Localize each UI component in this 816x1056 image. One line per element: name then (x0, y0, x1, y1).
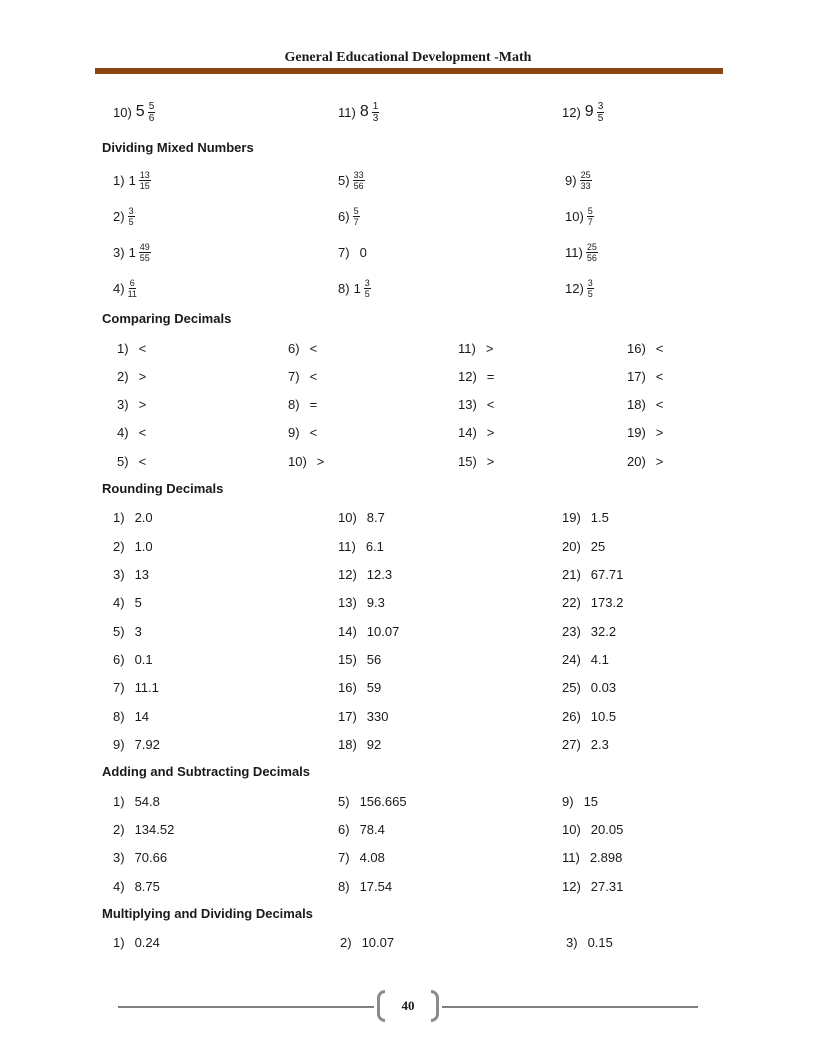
denominator: 5 (597, 112, 604, 124)
answer-item (627, 336, 663, 360)
answer-number: 6) (338, 821, 350, 837)
answer-item (338, 240, 367, 264)
answer-value: 4.08 (359, 849, 385, 865)
answer-item (458, 392, 494, 416)
answer-item (562, 817, 623, 841)
answer-value: > (485, 340, 494, 356)
answer-number: 1) (113, 793, 125, 809)
denominator: 11 (127, 288, 137, 299)
answer-item (338, 789, 407, 813)
answer-item (627, 449, 663, 473)
answer-value: 0.15 (587, 934, 613, 950)
answer-item (113, 505, 153, 529)
answer-item (113, 619, 142, 643)
answer-number: 17) (338, 708, 357, 724)
answer-value: 0.03 (590, 679, 617, 695)
answer-item (338, 100, 379, 124)
answer-value: 1.0 (134, 538, 153, 554)
fraction (353, 206, 360, 227)
answer-item (113, 276, 137, 300)
answer-item (338, 168, 365, 192)
whole-part: 1 (128, 244, 136, 260)
answer-number: 25) (562, 679, 581, 695)
answer-number: 4) (113, 594, 125, 610)
answer-value: 0.1 (134, 651, 153, 667)
answer-number: 21) (562, 566, 581, 582)
answer-value: 27.31 (590, 878, 624, 894)
section-heading: Comparing Decimals (102, 311, 232, 326)
fraction (372, 101, 380, 124)
answer-value: 10.07 (366, 623, 400, 639)
answer-number: 10) (288, 453, 307, 469)
numerator: 5 (587, 205, 593, 216)
answer-item (113, 675, 159, 699)
fraction (587, 206, 594, 227)
answer-number: 2) (340, 934, 352, 950)
answer-number: 2) (117, 368, 129, 384)
answer-number: 18) (627, 396, 646, 412)
answer-item (113, 732, 160, 756)
answer-number: 14) (338, 623, 357, 639)
numerator: 3 (128, 205, 134, 216)
answer-item (288, 449, 324, 473)
answer-number: 3) (113, 244, 125, 260)
answer-number: 9) (288, 424, 300, 440)
answer-item (565, 168, 592, 192)
fraction (139, 170, 151, 191)
answer-item (338, 590, 385, 614)
answer-number: 11) (338, 538, 356, 554)
fraction (139, 242, 151, 263)
answer-value: 56 (366, 651, 382, 667)
answer-item (113, 534, 153, 558)
answer-number: 9) (113, 736, 125, 752)
answer-number: 8) (288, 396, 300, 412)
fraction (128, 206, 135, 227)
section-heading: Adding and Subtracting Decimals (102, 764, 311, 779)
answer-number: 20) (562, 538, 581, 554)
answer-item (562, 619, 616, 643)
answer-item (288, 364, 317, 388)
answer-item (627, 364, 663, 388)
answer-number: 11) (458, 340, 476, 356)
numerator: 25 (580, 169, 591, 180)
answer-item (565, 240, 598, 264)
answer-item (562, 590, 623, 614)
answer-item (338, 619, 399, 643)
answer-item (562, 789, 598, 813)
section-heading: Multiplying and Dividing Decimals (102, 906, 313, 921)
section-heading: Rounding Decimals (102, 481, 224, 496)
denominator: 33 (580, 180, 591, 191)
whole-part: 8 (359, 103, 369, 120)
answer-value: < (309, 340, 318, 356)
answer-item (562, 100, 604, 124)
answer-item (458, 420, 494, 444)
answer-number: 11) (565, 244, 583, 260)
answer-value: 5 (134, 594, 142, 610)
answer-number: 10) (113, 104, 132, 120)
answer-item (338, 704, 389, 728)
answer-item (117, 364, 146, 388)
answer-number: 5) (338, 793, 350, 809)
answer-number: 10) (565, 208, 584, 224)
answer-value: > (316, 453, 325, 469)
answer-number: 7) (113, 679, 125, 695)
answer-number: 3) (566, 934, 578, 950)
answer-item (565, 204, 594, 228)
answer-value: 1.5 (590, 509, 609, 525)
answer-number: 10) (562, 821, 581, 837)
footer-rule-right (442, 1006, 698, 1008)
answer-item (113, 874, 160, 898)
answer-number: 22) (562, 594, 581, 610)
answer-item (113, 789, 160, 813)
answer-number: 14) (458, 424, 477, 440)
answer-value: = (309, 396, 318, 412)
answer-value: 2.3 (590, 736, 609, 752)
answer-item (562, 845, 622, 869)
fraction (597, 101, 605, 124)
answer-item (288, 336, 317, 360)
answer-number: 11) (562, 849, 580, 865)
answer-item (288, 420, 317, 444)
whole-part: 5 (135, 103, 145, 120)
answer-value: 25 (590, 538, 606, 554)
answer-number: 2) (113, 208, 125, 224)
answer-value: 4.1 (590, 651, 609, 667)
answer-number: 16) (627, 340, 646, 356)
answer-number: 8) (338, 280, 350, 296)
answer-item (338, 276, 371, 300)
whole-part: 1 (128, 172, 136, 188)
answer-value: > (486, 453, 495, 469)
denominator: 15 (139, 180, 150, 191)
answer-number: 16) (338, 679, 357, 695)
answer-value: < (655, 340, 664, 356)
answer-item (113, 930, 160, 954)
answer-value: 134.52 (134, 821, 175, 837)
numerator: 3 (597, 100, 604, 112)
denominator: 5 (587, 288, 593, 299)
whole-part: 9 (584, 103, 594, 120)
answer-value: > (138, 368, 147, 384)
answer-item (338, 647, 381, 671)
denominator: 5 (364, 288, 370, 299)
answer-value: < (138, 424, 147, 440)
answer-number: 9) (565, 172, 577, 188)
answer-value: 54.8 (134, 793, 160, 809)
answer-item (338, 562, 392, 586)
denominator: 7 (353, 216, 359, 227)
answer-number: 23) (562, 623, 581, 639)
answer-item (338, 817, 385, 841)
answer-item (338, 534, 384, 558)
answer-number: 6) (288, 340, 300, 356)
answer-number: 10) (338, 509, 357, 525)
denominator: 7 (587, 216, 593, 227)
page-number: 40 (401, 998, 415, 1013)
answer-item (338, 874, 392, 898)
answer-value: 2.898 (589, 849, 623, 865)
answer-value: 14 (134, 708, 150, 724)
answer-item (562, 562, 623, 586)
answer-number: 6) (113, 651, 125, 667)
answer-value: 17.54 (359, 878, 393, 894)
answer-value: < (309, 424, 318, 440)
answer-value: > (655, 453, 664, 469)
answer-row (0, 100, 816, 124)
whole-part: 1 (353, 280, 361, 296)
answer-item (562, 647, 609, 671)
answer-number: 2) (113, 821, 125, 837)
page-header-title: General Educational Development -Math (284, 50, 532, 65)
answer-item (458, 449, 494, 473)
fraction (148, 101, 156, 124)
answer-value: 70.66 (134, 849, 168, 865)
answer-number: 15) (458, 453, 477, 469)
answer-number: 4) (117, 424, 129, 440)
answer-value: 59 (366, 679, 382, 695)
answer-number: 7) (338, 849, 350, 865)
answer-number: 1) (113, 172, 125, 188)
numerator: 13 (139, 169, 150, 180)
answer-item (562, 704, 616, 728)
answer-value: 2.0 (134, 509, 153, 525)
answer-value: < (138, 453, 147, 469)
numerator: 5 (148, 100, 155, 112)
answer-number: 3) (113, 566, 125, 582)
answer-item (113, 168, 151, 192)
numerator: 1 (372, 100, 379, 112)
answer-number: 12) (458, 368, 477, 384)
answer-item (338, 505, 385, 529)
answer-value: 6.1 (365, 538, 384, 554)
footer-bracket-right (431, 990, 439, 1022)
answer-item (117, 336, 146, 360)
answer-value: = (486, 368, 495, 384)
answer-number: 8) (338, 878, 350, 894)
answer-item (113, 100, 155, 124)
answer-number: 13) (338, 594, 357, 610)
answer-number: 1) (113, 934, 125, 950)
footer-rule-left (118, 1006, 374, 1008)
answer-value: > (486, 424, 495, 440)
answer-number: 7) (338, 244, 350, 260)
numerator: 3 (587, 277, 593, 288)
answer-item (458, 336, 493, 360)
answer-item (458, 364, 494, 388)
answer-item (627, 392, 663, 416)
answer-value: 0.24 (134, 934, 160, 950)
answer-number: 5) (338, 172, 350, 188)
answer-item (288, 392, 317, 416)
answer-value: < (655, 368, 664, 384)
answer-item (566, 930, 613, 954)
answer-item (113, 817, 174, 841)
answer-number: 11) (338, 104, 356, 120)
answer-value: 20.05 (590, 821, 624, 837)
header-rule (95, 68, 723, 74)
answer-number: 9) (562, 793, 574, 809)
answer-value: > (138, 396, 147, 412)
answer-number: 19) (562, 509, 581, 525)
denominator: 56 (586, 252, 597, 263)
answer-value: 15 (583, 793, 599, 809)
answer-value: 9.3 (366, 594, 385, 610)
answer-number: 5) (117, 453, 129, 469)
answer-value: 10.07 (361, 934, 395, 950)
answer-number: 8) (113, 708, 125, 724)
answer-item (113, 240, 151, 264)
answer-number: 12) (338, 566, 357, 582)
fraction (353, 170, 365, 191)
answer-number: 12) (562, 878, 581, 894)
answer-item (338, 675, 381, 699)
answer-value: < (486, 396, 495, 412)
denominator: 5 (128, 216, 134, 227)
answer-item (113, 845, 167, 869)
answer-item (117, 392, 146, 416)
answer-value: 32.2 (590, 623, 617, 639)
answer-item (627, 420, 663, 444)
answer-number: 15) (338, 651, 357, 667)
answer-number: 19) (627, 424, 646, 440)
answer-number: 24) (562, 651, 581, 667)
answer-item (562, 874, 623, 898)
fraction (587, 278, 594, 299)
answer-value: > (655, 424, 664, 440)
numerator: 25 (586, 241, 597, 252)
denominator: 55 (139, 252, 150, 263)
answer-number: 26) (562, 708, 581, 724)
answer-value: 8.7 (366, 509, 385, 525)
answer-number: 12) (565, 280, 584, 296)
answer-value: < (655, 396, 664, 412)
numerator: 5 (353, 205, 359, 216)
section-heading: Dividing Mixed Numbers (102, 140, 254, 155)
footer-bracket-left (377, 990, 385, 1022)
answer-item (113, 647, 153, 671)
answer-item (562, 505, 609, 529)
answer-item (113, 704, 149, 728)
denominator: 56 (353, 180, 364, 191)
denominator: 6 (148, 112, 155, 124)
answer-item (113, 562, 149, 586)
answer-number: 3) (117, 396, 129, 412)
answer-number: 1) (113, 509, 125, 525)
answer-value: 78.4 (359, 821, 385, 837)
answer-number: 2) (113, 538, 125, 554)
answer-number: 7) (288, 368, 300, 384)
answer-value: 10.5 (590, 708, 617, 724)
answer-value: 3 (134, 623, 142, 639)
numerator: 6 (129, 277, 135, 288)
fraction (128, 278, 137, 299)
answer-value: 7.92 (134, 736, 160, 752)
answer-item (562, 675, 616, 699)
answer-number: 5) (113, 623, 125, 639)
answer-value: 0 (359, 244, 367, 260)
answer-value: 330 (366, 708, 389, 724)
answer-number: 6) (338, 208, 350, 224)
answer-number: 17) (627, 368, 646, 384)
answer-number: 4) (113, 280, 125, 296)
answer-value: 156.665 (359, 793, 407, 809)
numerator: 3 (364, 277, 370, 288)
numerator: 49 (139, 241, 150, 252)
answer-item (113, 204, 135, 228)
answer-item (338, 732, 381, 756)
answer-item (562, 534, 605, 558)
answer-value: 92 (366, 736, 382, 752)
numerator: 33 (353, 169, 364, 180)
answer-value: 13 (134, 566, 150, 582)
fraction (580, 170, 592, 191)
fraction (364, 278, 371, 299)
answer-number: 20) (627, 453, 646, 469)
answer-number: 4) (113, 878, 125, 894)
answer-value: 67.71 (590, 566, 624, 582)
answer-number: 12) (562, 104, 581, 120)
answer-item (338, 845, 385, 869)
answer-number: 18) (338, 736, 357, 752)
answer-value: 173.2 (590, 594, 624, 610)
answer-number: 3) (113, 849, 125, 865)
answer-value: 8.75 (134, 878, 160, 894)
answer-item (562, 732, 609, 756)
answer-value: < (309, 368, 318, 384)
answer-item (565, 276, 594, 300)
answer-number: 27) (562, 736, 581, 752)
answer-number: 13) (458, 396, 477, 412)
answer-number: 1) (117, 340, 129, 356)
answer-item (340, 930, 394, 954)
denominator: 3 (372, 112, 379, 124)
fraction (586, 242, 598, 263)
answer-value: < (138, 340, 147, 356)
answer-item (113, 590, 142, 614)
answer-item (338, 204, 360, 228)
answer-value: 12.3 (366, 566, 393, 582)
answer-item (117, 449, 146, 473)
answer-value: 11.1 (134, 679, 159, 695)
answer-item (117, 420, 146, 444)
